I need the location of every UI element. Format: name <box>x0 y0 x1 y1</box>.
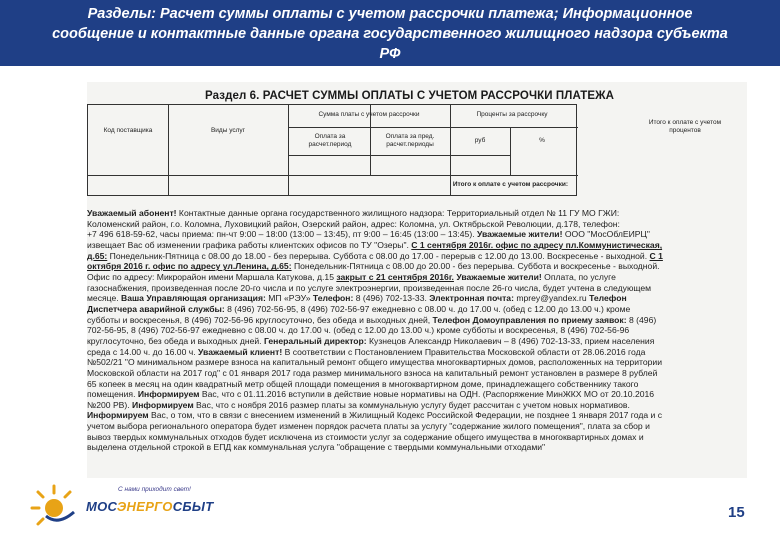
notice-line: Московской области на 2017 год" с 01 января 2017 года размер минимального взноса на капитальный ремонт установлен в размере 8 рублей <box>87 367 658 378</box>
col-interest: Проценты за рассрочку <box>476 111 548 118</box>
installment-table <box>87 104 722 196</box>
header-title-line-1: Разделы: Расчет суммы оплаты с учетом рассрочки платежа; Информационное <box>87 6 693 22</box>
notice-line: помещения. Информируем Вас, что с 01.11.2016 вступили в действие новые нормативы на ОДН. (Распоряжение МинЖКХ МО от 20.10.2016 <box>87 389 655 400</box>
col-total-with-interest: Итого к оплате с учетом процентов <box>648 119 722 134</box>
notice-line: Коломенский район, г.о. Коломна, Луховицкий район, Озерский район, адрес: Коломна, ул. Октябрьской Революции, д.178, телефон: <box>87 218 620 229</box>
col-service-type: Виды услуг <box>210 127 246 134</box>
notice-line: вывоз твердых коммунальных отходов будет исключена из стоимости услуг за содержание общего имущества в многоквартирных домах и <box>87 431 644 442</box>
notice-line: газоснабжения, произведенная после 20-го числа и по услуге электроэнергии, произведенная после 26-го числа, будет учтена в следующем <box>87 282 652 293</box>
col-pct: % <box>539 137 545 144</box>
header-title-line-2: сообщение и контактные данные органа государственного жилищного надзора субъекта <box>52 26 728 42</box>
col-supplier-code: Код поставщика <box>103 127 153 134</box>
page-number: 15 <box>728 504 745 521</box>
slide-header <box>0 0 780 66</box>
logo-part-2: ЭНЕРГО <box>116 499 173 514</box>
logo-part-3: СБЫТ <box>172 499 214 514</box>
table-divider <box>288 105 289 195</box>
notice-line: №502/21 "О минимальном размере взноса на капитальный ремонт общего имущества многоквартирных домов, расположенных на территории <box>87 357 662 368</box>
logo-wordmark <box>86 499 213 514</box>
notice-line: октября 2016 г. офис по адресу ул.Ленина, д.65: Понедельник-Пятница с 08.00 до 20.00 - без перерыва. Суббота и воскресенье - выходной. <box>87 261 660 272</box>
logo-slogan: С нами приходит свет! <box>118 486 191 493</box>
notice-line: №200 РВ). Информируем Вас, что с ноября 2016 размер платы за коммунальную услугу будет рассчитан с учетом новых нормативов. <box>87 399 630 410</box>
notice-line: извещает Вас об изменении графика работы клиентских офисов по ТУ "Озеры". С 1 сентября 2016г. офис по адресу пл.Коммунистическая, <box>87 239 663 250</box>
notice-line: +7 496 618-59-62, часы приема: пн-чт 9:00 – 18:00 (13:00 – 13:45), пт 9:00 – 16:45 (13:00 – 13:45). Уважаемые жители! ООО "МосОблЕИРЦ" <box>87 229 650 240</box>
scanned-document <box>87 82 747 478</box>
table-divider <box>88 175 578 176</box>
logo-part-1: МОС <box>86 499 117 514</box>
notice-line: учетом выбора регионального оператора будет изменен порядок расчета платы за услугу "содержание жилого помещения", плата за сбор и <box>87 421 650 432</box>
table-divider <box>168 105 169 195</box>
notice-line: Диспетчера аварийной службы: 8 (496) 702-56-95, 8 (496) 702-56-97 ежедневно с 08.00 ч. до 17.00 ч. (обед с 12.00 до 13.00 ч.) кроме <box>87 303 631 314</box>
col-installment-sum: Сумма платы с учетом рассрочки <box>318 111 420 118</box>
col-rub: руб <box>474 137 486 144</box>
notice-line: круглосуточно, без обеда и выходных дней. Генеральный директор: Кузнецов Александр Николаевич – 8 (496) 702-13-33, прием населения <box>87 335 655 346</box>
notice-line: 702-56-95, 8 (496) 702-56-97 ежедневно с 08.00 ч. до 17.00 ч. (обед с 12.00 до 13.00 ч.) кроме субботы и воскресенья, 8 (496) 702-56-96 <box>87 325 630 336</box>
notice-text <box>87 208 740 453</box>
notice-line: Информируем Вас, о том, что в связи с внесением изменений в Жилищный Кодекс Российской Федерации, не позднее 1 января 2017 года и с <box>87 410 663 421</box>
col-pay-period: Оплата за расчет.период <box>308 133 352 148</box>
notice-line: д.65: Понедельник-Пятница с 08.00 до 18.00 - без перерыва. Суббота с 08.00 до 17.00 - перерыв с 12.00 до 13.00. Воскресенье - выходной. С 1 <box>87 250 663 261</box>
notice-line: Офис по адресу: Микрорайон имени Маршала Катукова, д.15 закрыт с 21 сентября 2016г. Уважаемые жители! Оплата, по услуге <box>87 271 616 282</box>
notice-line: субботы и воскресенья, 8 (496) 702-56-96 круглосуточно, без обеда и выходных дней, Телефон Домоуправления по приему заявок: 8 (496) <box>87 314 657 325</box>
table-divider <box>288 155 510 156</box>
table-divider <box>288 127 578 128</box>
section-title: Раздел 6. РАСЧЕТ СУММЫ ОПЛАТЫ С УЧЕТОМ РАССРОЧКИ ПЛАТЕЖА <box>205 90 615 102</box>
header-title-line-3: РФ <box>379 46 401 62</box>
sun-logo-icon <box>28 482 88 532</box>
table-divider <box>510 127 511 175</box>
notice-line: среда с 14.00 ч. до 16.00 ч. Уважаемый клиент! В соответствии с Постановлением Правительства Московской области от 28.06.2016 года <box>87 346 646 357</box>
notice-line: месяце. Ваша Управляющая организация: МП «РЭУ» Телефон: 8 (496) 702-13-33. Электронная почта: mprey@yandex.ru Телефон <box>87 293 627 304</box>
company-logo <box>28 482 228 534</box>
notice-line: Уважаемый абонент! Контактные данные органа государственного жилищного надзора: Территориальный отдел № 11 ГУ МО ГЖИ: <box>87 208 620 218</box>
col-prev-periods: Оплата за пред. расчет.периоды <box>385 133 435 148</box>
table-total-row: Итого к оплате с учетом рассрочки: <box>452 181 568 188</box>
notice-line: 65 копеек в месяц на один квадратный метр общей площади помещения в многоквартирном доме, принадлежащего собственнику такого <box>87 378 639 389</box>
notice-line: выделена отдельной строкой в ЕПД как коммунальная услуга "обращение с твердыми коммунальными отходами" <box>87 442 546 453</box>
